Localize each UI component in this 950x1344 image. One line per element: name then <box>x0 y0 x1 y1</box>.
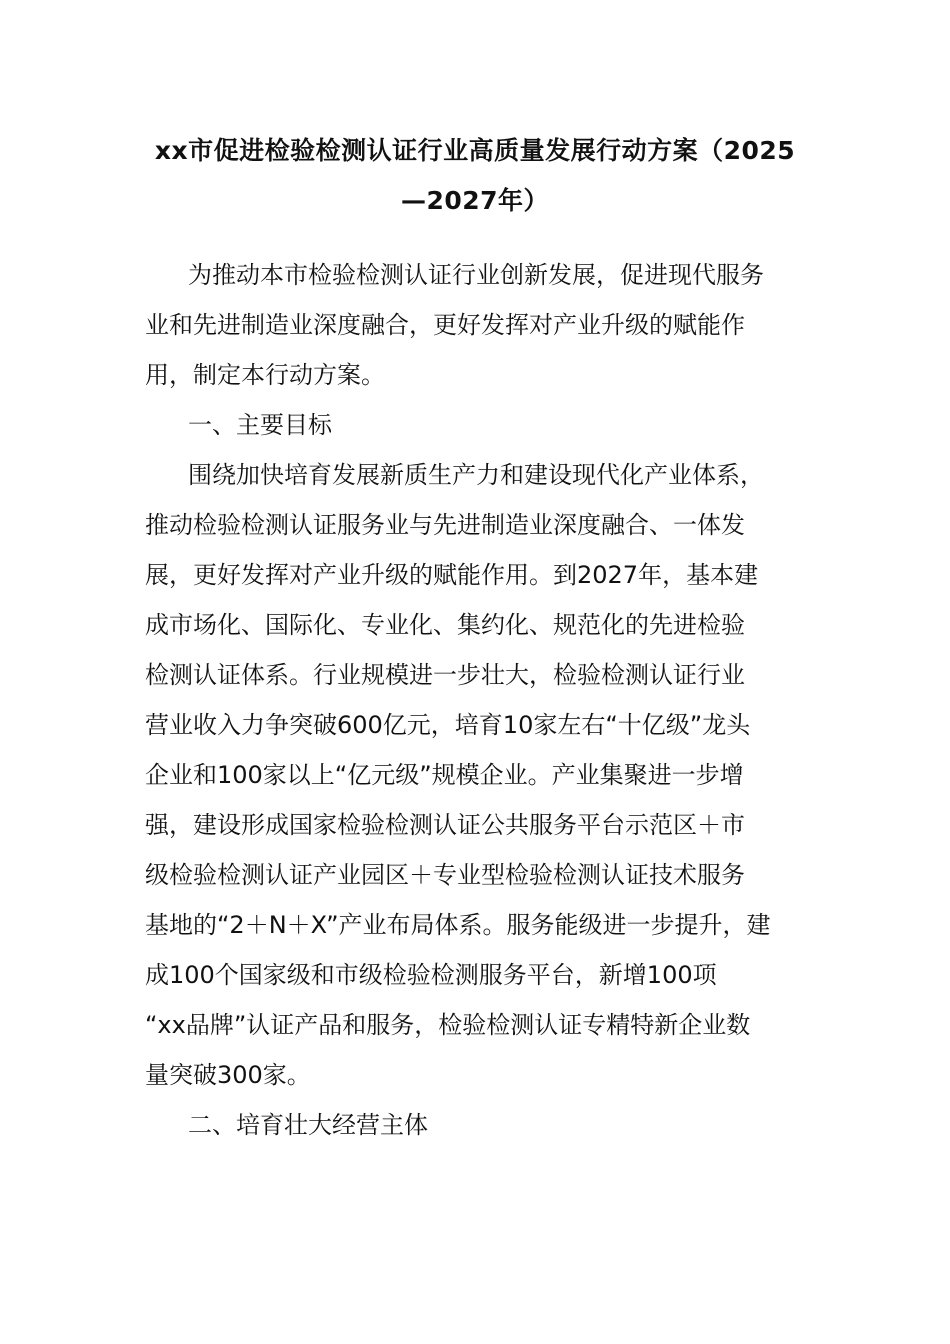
goals-line: 成100个国家级和市级检验检测服务平台，新增100项 <box>145 961 717 989</box>
goals-line: “xx品牌”认证产品和服务，检验检测认证专精特新企业数 <box>145 1011 751 1039</box>
goals-line: 基地的“2＋N＋X”产业布局体系。服务能级进一步提升，建 <box>145 911 771 939</box>
document-body <box>145 250 807 1150</box>
goals-line: 级检验检测认证产业园区＋专业型检验检测认证技术服务 <box>145 861 745 889</box>
goals-line: 强，建设形成国家检验检测认证公共服务平台示范区＋市 <box>145 811 745 839</box>
intro-line: 为推动本市检验检测认证行业创新发展，促进现代服务 <box>188 261 764 289</box>
title-line-1: xx市促进检验检测认证行业高质量发展行动方案（2025 <box>154 136 796 165</box>
goals-line: 推动检验检测认证服务业与先进制造业深度融合、一体发 <box>145 511 745 539</box>
goals-line: 围绕加快培育发展新质生产力和建设现代化产业体系， <box>188 461 764 489</box>
goals-line: 展，更好发挥对产业升级的赋能作用。到2027年，基本建 <box>145 561 759 589</box>
intro-line: 业和先进制造业深度融合，更好发挥对产业升级的赋能作 <box>145 311 745 339</box>
main-goals-paragraph <box>145 450 807 1100</box>
section-heading-main-goals: 一、主要目标 <box>188 411 332 439</box>
goals-line: 成市场化、国际化、专业化、集约化、规范化的先进检验 <box>145 611 745 639</box>
section-heading-market-entities: 二、培育壮大经营主体 <box>188 1111 428 1139</box>
goals-line: 量突破300家。 <box>145 1061 311 1089</box>
intro-paragraph <box>145 250 807 400</box>
intro-line: 用，制定本行动方案。 <box>145 361 385 389</box>
goals-line: 企业和100家以上“亿元级”规模企业。产业集聚进一步增 <box>145 761 744 789</box>
title-line-2: —2027年） <box>400 186 550 215</box>
goals-line: 营业收入力争突破600亿元，培育10家左右“十亿级”龙头 <box>145 711 751 739</box>
document-title <box>140 126 810 226</box>
goals-line: 检测认证体系。行业规模进一步壮大，检验检测认证行业 <box>145 661 745 689</box>
